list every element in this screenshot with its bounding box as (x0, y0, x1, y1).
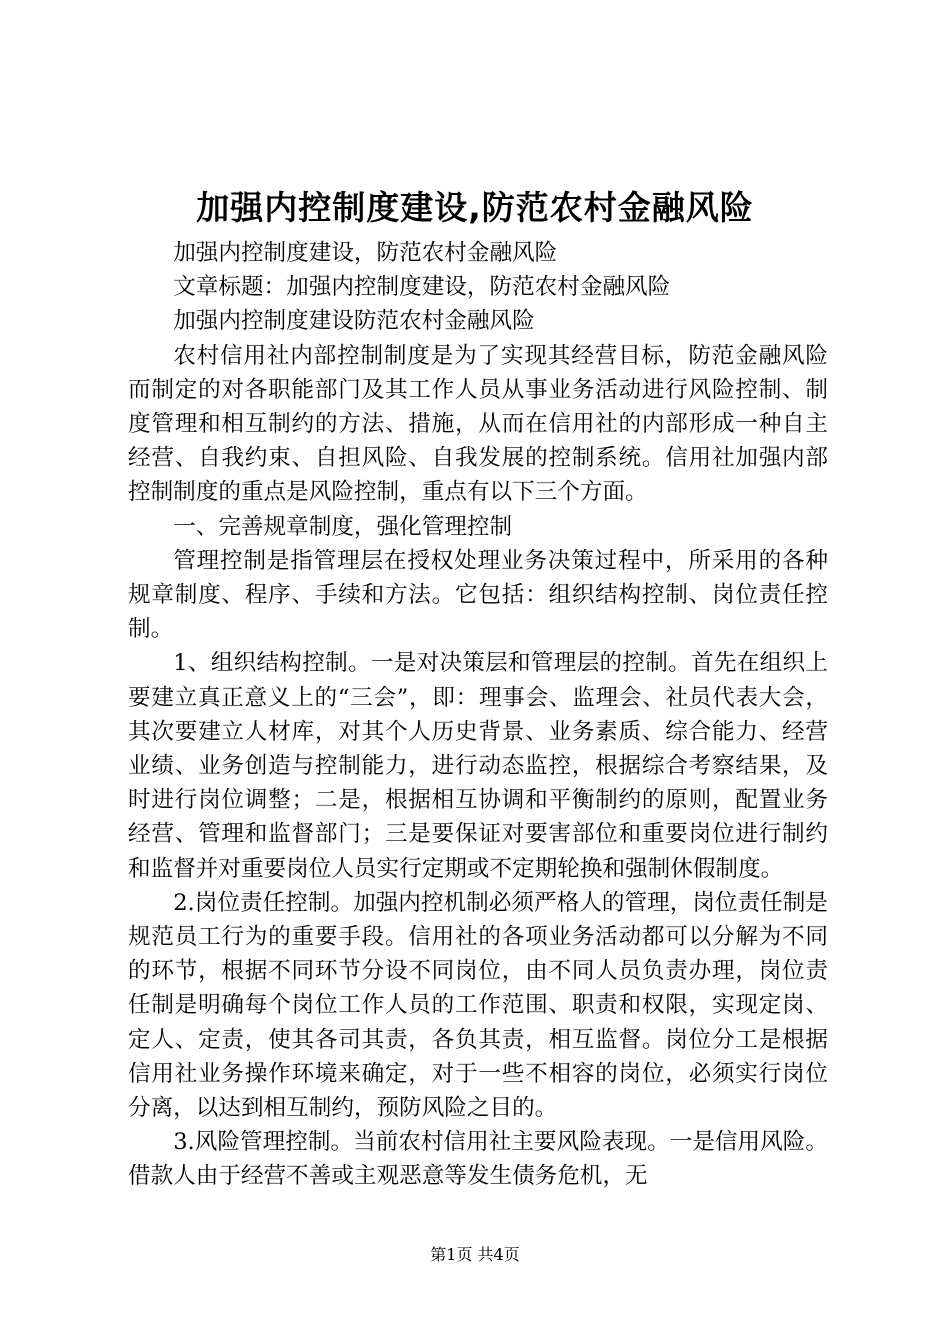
page-number-footer: 第1页 共4页 (430, 1245, 520, 1264)
paragraph: 农村信用社内部控制制度是为了实现其经营目标，防范金融风险而制定的对各职能部门及其工作人员从事业务活动进行风险控制、制度管理和相互制约的方法、措施，从而在信用社的内部形成一种自主经营、自我约束、自担风险、自我发展的控制系统。信用社加强内部控制制度的重点是风险控制，重点有以下三个方面。 (128, 342, 828, 506)
document-body (128, 236, 828, 1194)
paragraph: 2.岗位责任控制。加强内控机制必须严格人的管理，岗位责任制是规范员工行为的重要手段。信用社的各项业务活动都可以分解为不同的环节，根据不同环节分设不同岗位，由不同人员负责办理，岗位责任制是明确每个岗位工作人员的工作范围、职责和权限，实现定岗、定人、定责，使其各司其责，各负其责，相互监督。岗位分工是根据信用社业务操作环境来确定，对于一些不相容的岗位，必须实行岗位分离，以达到相互制约，预防风险之目的。 (128, 889, 828, 1122)
paragraph: 文章标题：加强内控制度建设，防范农村金融风险 (173, 274, 671, 301)
paragraph: 1、组织结构控制。一是对决策层和管理层的控制。首先在组织上要建立真正意义上的“三会”，即：理事会、监理会、社员代表大会，其次要建立人材库，对其个人历史背景、业务素质、综合能力、经营业绩、业务创造与控制能力，进行动态监控，根据综合考察结果，及时进行岗位调整；二是，根据相互协调和平衡制约的原则，配置业务经营、管理和监督部门；三是要保证对要害部位和重要岗位进行制约和监督并对重要岗位人员实行定期或不定期轮换和强制休假制度。 (128, 650, 828, 882)
paragraph: 加强内控制度建设防范农村金融风险 (173, 308, 535, 335)
section-heading: 一、完善规章制度，强化管理控制 (173, 513, 513, 540)
paragraph: 3.风险管理控制。当前农村信用社主要风险表现。一是信用风险。借款人由于经营不善或主观恶意等发生债务危机，无 (128, 1129, 828, 1190)
paragraph: 管理控制是指管理层在授权处理业务决策过程中，所采用的各种规章制度、程序、手续和方法。它包括：组织结构控制、岗位责任控制。 (128, 547, 828, 643)
document-title: 加强内控制度建设,防范农村金融风险 (196, 188, 754, 227)
paragraph: 加强内控制度建设，防范农村金融风险 (173, 240, 558, 266)
